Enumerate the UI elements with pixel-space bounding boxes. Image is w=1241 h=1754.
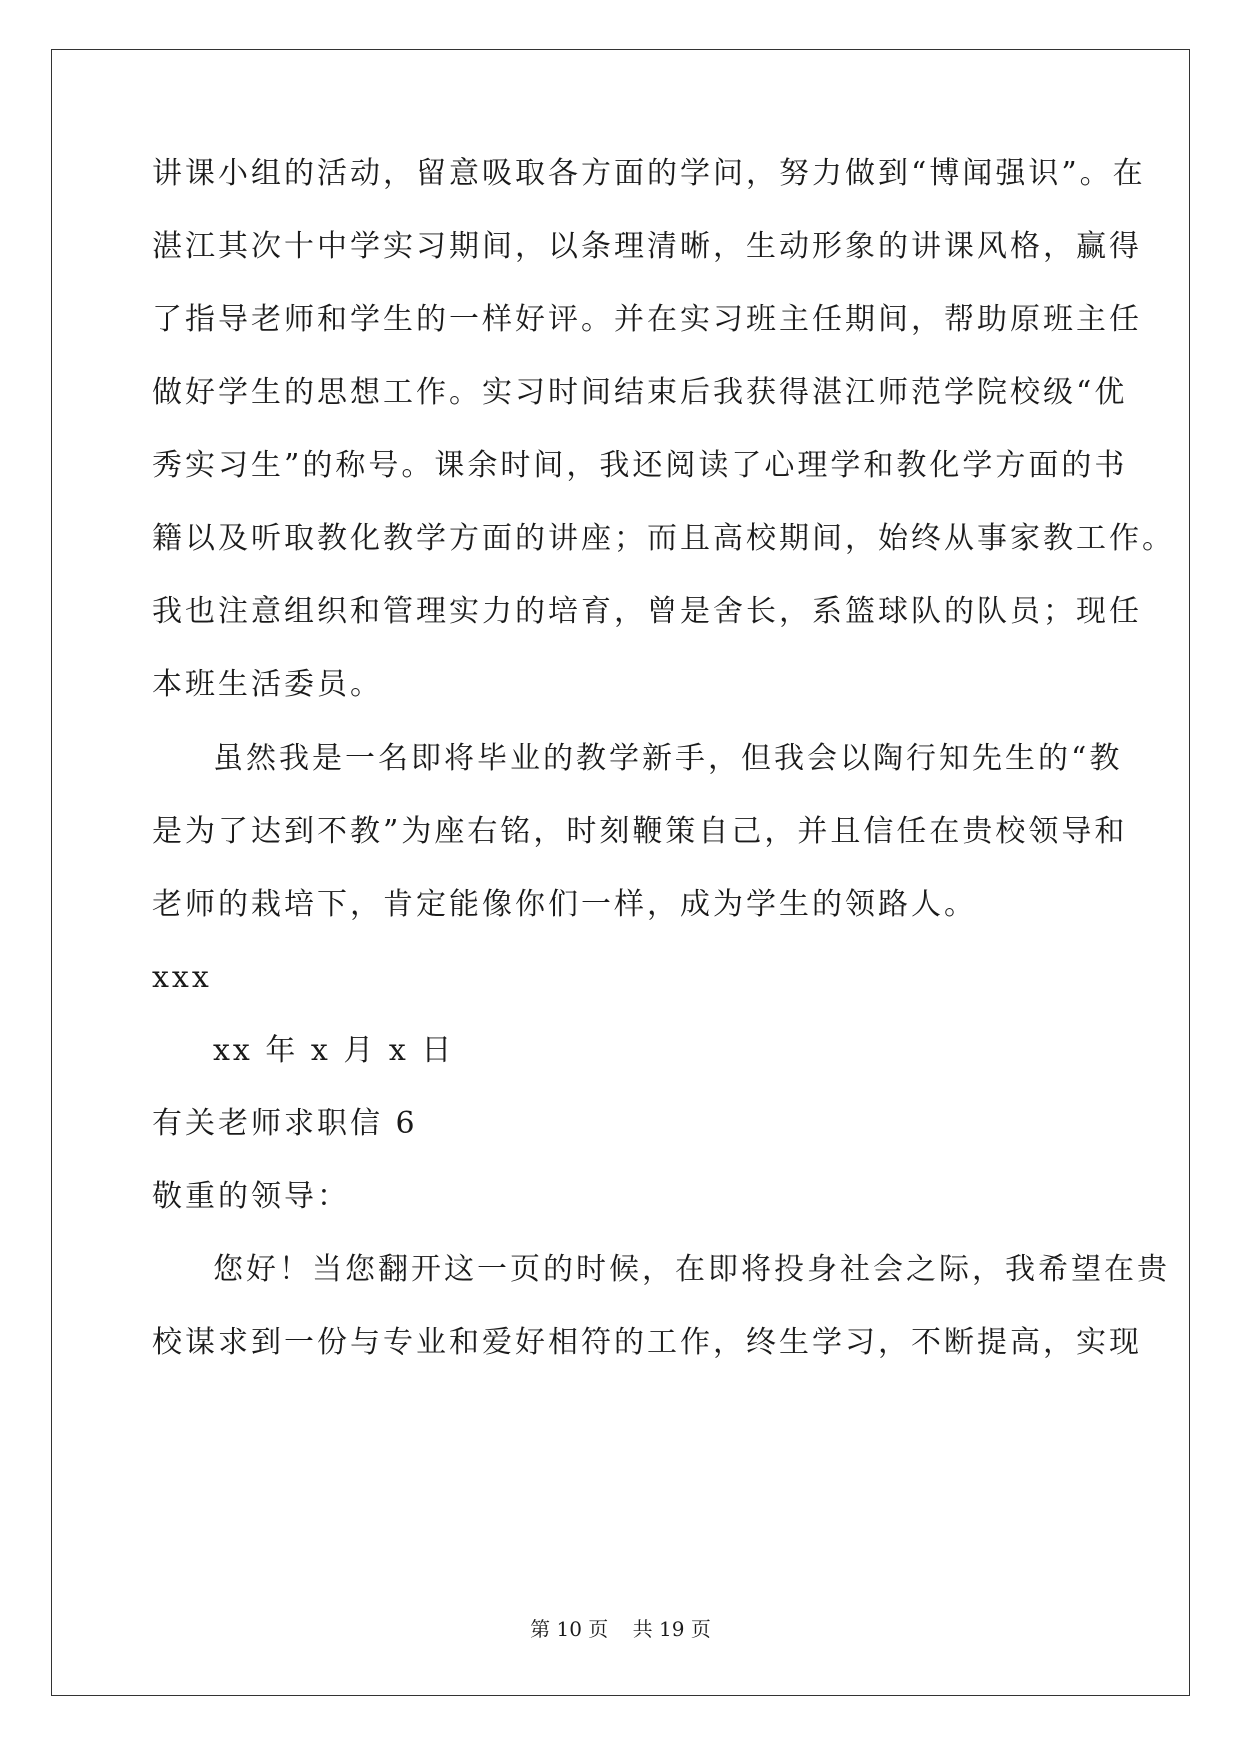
paragraph-line: 本班生活委员。 [152, 667, 383, 702]
salutation: 敬重的领导： [152, 1179, 350, 1214]
paragraph-line: 籍以及听取教化教学方面的讲座；而且高校期间，始终从事家教工作。 [152, 521, 1175, 556]
paragraph-line: 校谋求到一份与专业和爱好相符的工作，终生学习，不断提高，实现 [152, 1325, 1142, 1360]
paragraph-line: 秀实习生”的称号。课余时间，我还阅读了心理学和教化学方面的书 [152, 448, 1128, 483]
paragraph-line: 讲课小组的活动，留意吸取各方面的学问，努力做到“博闻强识”。在 [152, 156, 1146, 191]
paragraph-line: 湛江其次十中学实习期间，以条理清晰，生动形象的讲课风格，赢得 [152, 229, 1142, 264]
paragraph-line: 做好学生的思想工作。实习时间结束后我获得湛江师范学院校级“优 [152, 375, 1128, 410]
paragraph-line: 是为了达到不教”为座右铭，时刻鞭策自己，并且信任在贵校领导和 [152, 814, 1128, 849]
paragraph-line: 虽然我是一名即将毕业的教学新手，但我会以陶行知先生的“教 [213, 741, 1123, 776]
paragraph-line: 老师的栽培下，肯定能像你们一样，成为学生的领路人。 [152, 887, 977, 922]
section-heading: 有关老师求职信 6 [152, 1106, 418, 1141]
signature-date: xx 年 x 月 x 日 [213, 1033, 455, 1068]
page-number-current: 第 10 页 [530, 1617, 609, 1641]
page-number-total: 共 19 页 [632, 1617, 711, 1641]
page-frame [51, 49, 1190, 1696]
paragraph-line: 了指导老师和学生的一样好评。并在实习班主任期间，帮助原班主任 [152, 302, 1142, 337]
page-footer [0, 1613, 1241, 1642]
paragraph-line: 您好！当您翻开这一页的时候，在即将投身社会之际，我希望在贵 [213, 1252, 1170, 1287]
signature-name: xxx [152, 960, 212, 995]
paragraph-line: 我也注意组织和管理实力的培育，曾是舍长，系篮球队的队员；现任 [152, 594, 1142, 629]
